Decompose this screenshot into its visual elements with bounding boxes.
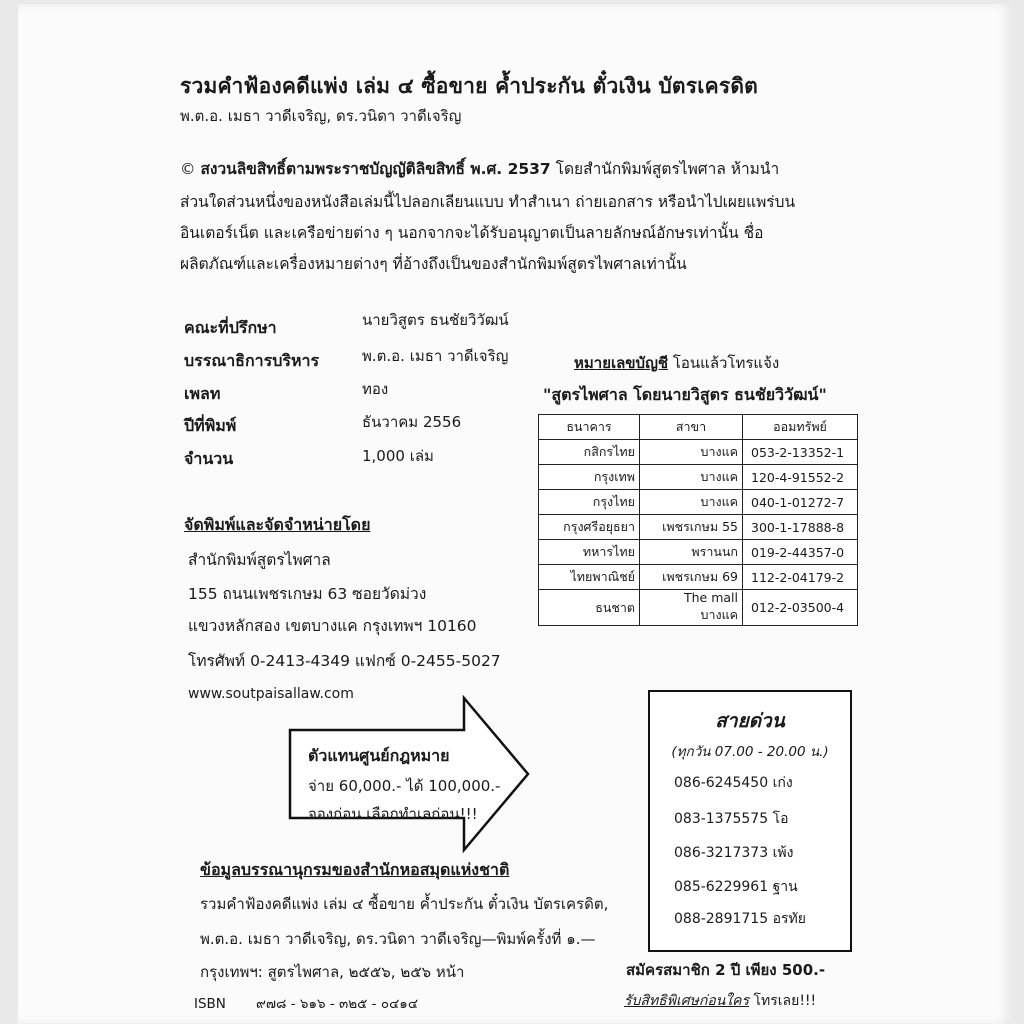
membership-offer: สมัครสมาชิก 2 ปี เพียง 500.- [626,961,826,979]
table-row [539,565,858,590]
copyright-line-4: ผลิตภัณฑ์และเครื่องหมายต่างๆ ที่อ้างถึงเป็นของสำนักพิมพ์สูตรไพศาลเท่านั้น [180,255,687,273]
copyright-line-1 [180,156,779,181]
hotline-phone: 086-3217373 [674,845,769,861]
copyright-symbol: © [180,160,196,178]
hotline-title: สายด่วน [715,710,785,732]
publisher-name: สำนักพิมพ์สูตรไพศาล [188,551,331,569]
bank-account-table [538,414,858,626]
year-label: ปีที่พิมพ์ [184,416,237,435]
hotline-name: เก่ง [772,775,793,791]
bank-name: กรุงไทย [539,490,640,515]
plate-value: ทอง [362,380,389,398]
branch-name: The mall บางแค [640,590,743,626]
hotline-box [648,690,852,952]
hotline-phone: 086-6245450 [674,775,769,791]
table-row [539,540,858,565]
membership-cta-rest: โทรเลย!!! [753,993,817,1009]
hotline-contact [674,772,793,794]
bank-name: กสิกรไทย [539,440,640,465]
membership-cta-emphasis: รับสิทธิพิเศษก่อนใคร [624,993,750,1009]
copyright-text: โดยสำนักพิมพ์สูตรไพศาล ห้ามนำ [555,160,780,178]
account-number: 300-1-17888-8 [743,515,858,540]
library-line-2: พ.ต.อ. เมธา วาดีเจริญ, ดร.วนิดา วาดีเจริญ—พิมพ์ครั้งที่ ๑.— [200,930,596,948]
account-heading-label: หมายเลขบัญชี [574,354,669,372]
column-header-branch: สาขา [640,415,743,440]
column-header-savings: ออมทรัพย์ [743,415,858,440]
hotline-contact [674,842,793,864]
quantity-value: 1,000 เล่ม [362,447,434,465]
publisher-heading: จัดพิมพ์และจัดจำหน่ายโดย [184,515,371,534]
year-value: ธันวาคม 2556 [362,413,462,431]
table-row [539,440,858,465]
hotline-phone: 085-6229961 [674,879,769,895]
hotline-name: เพ้ง [772,845,794,861]
account-number: 120-4-91552-2 [743,465,858,490]
advisor-value: นายวิสูตร ธนชัยวิวัฒน์ [362,311,509,329]
isbn-number: ๙๗๘ - ๖๑๖ - ๓๒๕ - ๐๔๑๔ [255,996,419,1012]
editor-value: พ.ต.อ. เมธา วาดีเจริญ [362,347,509,365]
hotline-contact [674,808,789,830]
agent-ad-title: ตัวแทนศูนย์กฎหมาย [308,746,450,765]
hotline-contact [674,876,798,898]
copyright-heading: สงวนลิขสิทธิ์ตามพระราชบัญญัติลิขสิทธิ์ พ.ศ. 2537 [200,160,551,178]
advisor-label: คณะที่ปรึกษา [184,318,277,337]
book-title: รวมคำฟ้องคดีแพ่ง เล่ม ๔ ซื้อขาย ค้ำประกัน ตั๋วเงิน บัตรเครดิต [180,74,759,98]
column-header-bank: ธนาคาร [539,415,640,440]
account-number: 112-2-04179-2 [743,565,858,590]
bank-name: ไทยพาณิชย์ [539,565,640,590]
hotline-phone: 083-1375575 [674,811,769,827]
bank-name: ธนชาต [539,590,640,626]
table-row [539,490,858,515]
document-page [18,4,1012,1024]
copyright-line-2: ส่วนใดส่วนหนึ่งของหนังสือเล่มนี้ไปลอกเลียนแบบ ทำสำเนา ถ่ายเอกสาร หรือนำไปเผยแพร่บน [180,193,796,211]
account-number: 053-2-13352-1 [743,440,858,465]
publisher-address-2: แขวงหลักสอง เขตบางแค กรุงเทพฯ 10160 [188,617,477,635]
branch-name: บางแค [640,490,743,515]
copyright-line-3: อินเตอร์เน็ต และเครือข่ายต่าง ๆ นอกจากจะได้รับอนุญาตเป็นลายลักษณ์อักษรเท่านั้น ชื่อ [180,224,764,242]
hotline-name: ฐาน [772,879,798,895]
quantity-label: จำนวน [184,449,234,468]
publisher-address-1: 155 ถนนเพชรเกษม 63 ซอยวัดม่วง [188,585,427,603]
account-heading-note: โอนแล้วโทรแจ้ง [672,354,780,372]
agent-ad-line-2: จองก่อน เลือกทำเลก่อน!!! [308,805,478,823]
table-row [539,465,858,490]
membership-cta [624,990,816,1012]
account-number: 012-2-03500-4 [743,590,858,626]
plate-label: เพลท [184,384,221,403]
account-name: "สูตรไพศาล โดยนายวิสูตร ธนชัยวิวัฒน์" [543,385,827,404]
library-catalog-heading: ข้อมูลบรรณานุกรมของสำนักหอสมุดแห่งชาติ [200,860,510,879]
account-heading [574,351,779,375]
isbn-label: ISBN [194,996,226,1012]
branch-name: เพชรเกษม 69 [640,565,743,590]
library-line-1: รวมคำฟ้องคดีแพ่ง เล่ม ๔ ซื้อขาย ค้ำประกัน ตั๋วเงิน บัตรเครดิต, [200,895,609,913]
hotline-contact [674,908,806,930]
agent-ad-line-1: จ่าย 60,000.- ได้ 100,000.- [308,777,501,795]
library-line-3: กรุงเทพฯ: สูตรไพศาล, ๒๕๕๖, ๒๕๖ หน้า [200,963,465,981]
account-number: 019-2-44357-0 [743,540,858,565]
agent-ad-arrow [286,694,532,858]
table-row [539,515,858,540]
bank-name: กรุงเทพ [539,465,640,490]
isbn-line [194,992,418,1014]
branch-name: เพชรเกษม 55 [640,515,743,540]
branch-name: พรานนก [640,540,743,565]
hotline-name: โอ [772,811,789,827]
hotline-hours: (ทุกวัน 07.00 - 20.00 น.) [671,744,829,760]
branch-name: บางแค [640,465,743,490]
publisher-website: www.soutpaisallaw.com [188,686,354,702]
bank-name: ทหารไทย [539,540,640,565]
publisher-phone-fax: โทรศัพท์ 0-2413-4349 แฟกซ์ 0-2455-5027 [188,652,501,670]
bank-name: กรุงศรีอยุธยา [539,515,640,540]
hotline-phone: 088-2891715 [674,911,769,927]
editor-label: บรรณาธิการบริหาร [184,351,320,370]
book-authors: พ.ต.อ. เมธา วาดีเจริญ, ดร.วนิดา วาดีเจริญ [180,107,462,125]
branch-name: บางแค [640,440,743,465]
table-row [539,590,858,626]
hotline-name: อรทัย [772,911,806,927]
account-number: 040-1-01272-7 [743,490,858,515]
table-header-row [539,415,858,440]
